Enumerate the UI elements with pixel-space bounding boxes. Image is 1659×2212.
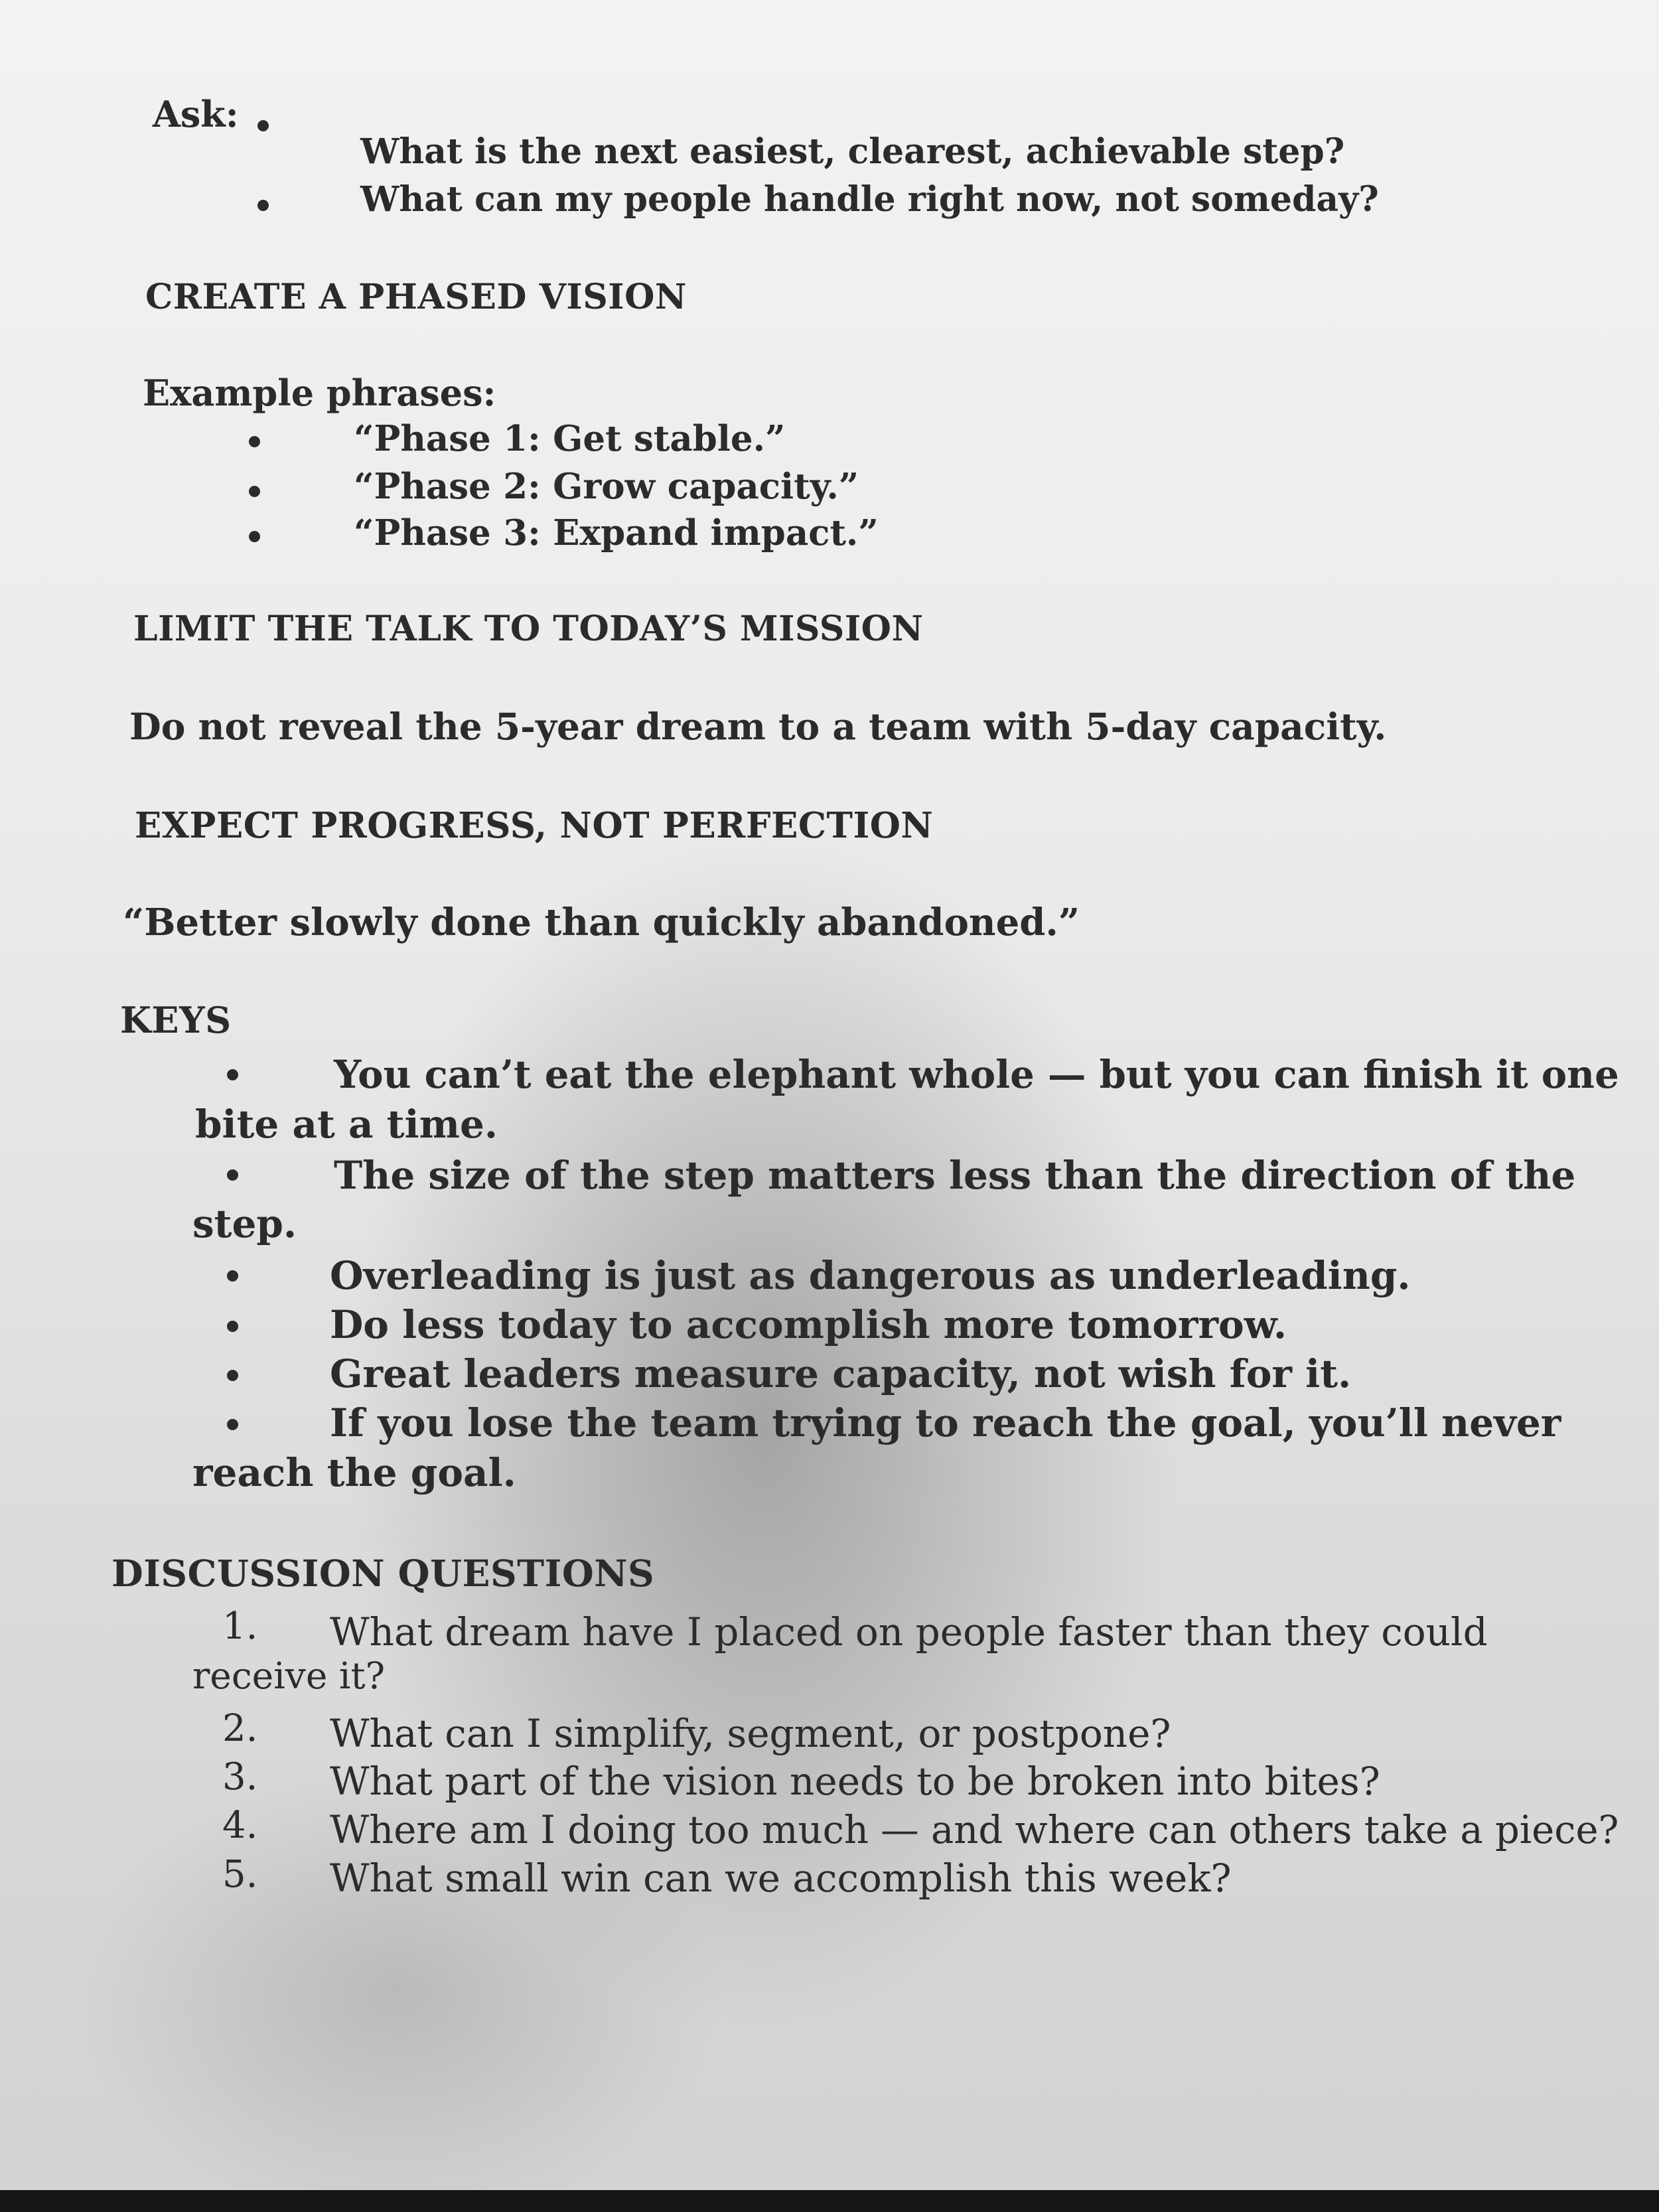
section-heading-limit-talk: LIMIT THE TALK TO TODAY’S MISSION	[133, 609, 924, 649]
question-1-line-2: receive it?	[192, 1655, 386, 1697]
phase-item-1: “Phase 1: Get stable.”	[354, 418, 786, 459]
bullet-dot	[227, 1419, 238, 1430]
phase-item-3: “Phase 3: Expand impact.”	[354, 512, 879, 553]
ask-item-1: What is the next easiest, clearest, achievable step?	[360, 131, 1345, 172]
question-1-line-1: What dream have I placed on people faster than they could	[330, 1609, 1488, 1655]
key-5: Great leaders measure capacity, not wish for it.	[330, 1351, 1352, 1396]
key-2-line-2: step.	[192, 1201, 297, 1246]
section-heading-phased-vision: CREATE A PHASED VISION	[145, 277, 687, 317]
key-4: Do less today to accomplish more tomorrow.	[330, 1302, 1287, 1347]
key-2-line-1: The size of the step matters less than the direction of the	[334, 1153, 1576, 1198]
question-3: What part of the vision needs to be broken into bites?	[330, 1759, 1380, 1804]
ask-item-2: What can my people handle right now, not someday?	[360, 179, 1379, 220]
question-number-4: 4.	[222, 1804, 258, 1847]
key-3: Overleading is just as dangerous as underleading.	[330, 1253, 1411, 1298]
key-6-line-1: If you lose the team trying to reach the goal, you’ll never	[330, 1400, 1561, 1445]
section-heading-keys: KEYS	[120, 999, 232, 1041]
bullet-dot	[227, 1370, 238, 1381]
question-number-1: 1.	[222, 1605, 258, 1648]
bullet-dot	[249, 531, 260, 542]
key-1-line-1: You can’t eat the elephant whole — but you can finish it one	[334, 1052, 1619, 1097]
question-number-3: 3.	[222, 1755, 258, 1799]
question-number-2: 2.	[222, 1707, 258, 1750]
section-heading-discussion-questions: DISCUSSION QUESTIONS	[111, 1552, 655, 1595]
bullet-dot	[249, 436, 260, 447]
question-2: What can I simplify, segment, or postpone?	[330, 1711, 1171, 1756]
key-1-line-2: bite at a time.	[195, 1102, 498, 1147]
bullet-dot	[227, 1069, 238, 1080]
ask-label: Ask:	[153, 93, 239, 135]
phase-item-2: “Phase 2: Grow capacity.”	[354, 466, 859, 507]
bullet-dot	[227, 1321, 238, 1332]
question-5: What small win can we accomplish this week?	[330, 1856, 1232, 1901]
bullet-dot	[257, 200, 269, 211]
desk-surface	[0, 2190, 1659, 2212]
bullet-dot	[227, 1169, 238, 1181]
limit-text: Do not reveal the 5-year dream to a team with 5-day capacity.	[129, 705, 1387, 748]
bullet-dot	[249, 486, 260, 497]
bullet-dot	[257, 120, 269, 131]
example-phrases-label: Example phrases:	[143, 372, 496, 414]
bullet-dot	[227, 1270, 238, 1282]
question-number-5: 5.	[222, 1853, 258, 1896]
expect-quote: “Better slowly done than quickly abandoned.”	[123, 901, 1080, 944]
key-6-line-2: reach the goal.	[192, 1450, 516, 1495]
question-4: Where am I doing too much — and where can others take a piece?	[330, 1807, 1619, 1852]
section-heading-expect-progress: EXPECT PROGRESS, NOT PERFECTION	[135, 805, 934, 846]
